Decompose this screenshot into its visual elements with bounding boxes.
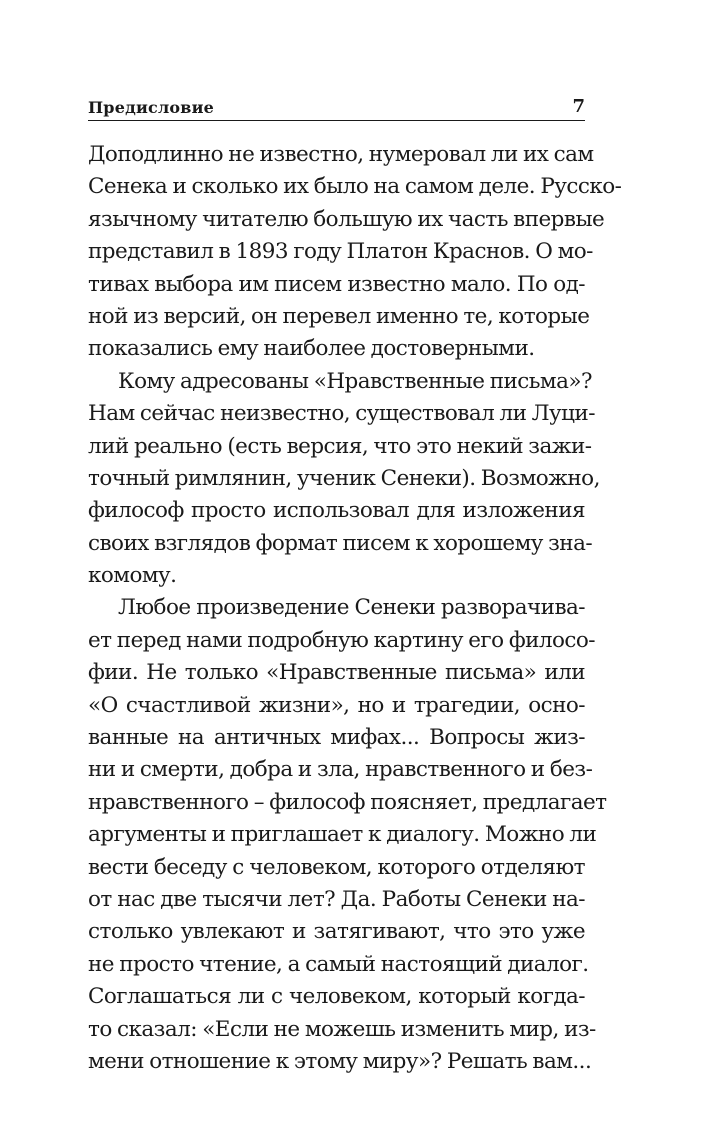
text-line: мени отношение к этому миру»? Решать вам... bbox=[88, 1048, 592, 1074]
section-title: Предисловие bbox=[88, 98, 215, 117]
text-line: лий реально (есть версия, что это некий зажи- bbox=[88, 433, 592, 459]
text-line: представил в 1893 году Платон Краснов. О мо- bbox=[88, 239, 593, 265]
text-line: нравственного – философ поясняет, предлагает bbox=[88, 789, 607, 815]
book-page bbox=[88, 92, 622, 1092]
text-line: точный римлянин, ученик Сенеки). Возможно, bbox=[88, 465, 600, 491]
text-line: столько увлекают и затягивают, что это уже bbox=[88, 919, 585, 945]
text-line: фии. Не только «Нравственные письма» или bbox=[88, 660, 585, 686]
text-line: Любое произведение Сенеки разворачива- bbox=[118, 595, 585, 621]
text-line: язычному читателю большую их часть впервые bbox=[88, 206, 605, 232]
text-line: ни и смерти, добра и зла, нравственного и без- bbox=[88, 757, 593, 783]
text-line: Сенека и сколько их было на самом деле. Русско- bbox=[88, 174, 622, 200]
text-line: «О счастливой жизни», но и трагедии, осно- bbox=[88, 692, 585, 718]
text-line: ванные на античных мифах... Вопросы жиз- bbox=[88, 725, 585, 751]
text-line: от нас две тысячи лет? Да. Работы Сенеки на- bbox=[88, 886, 585, 912]
text-line: своих взглядов формат писем к хорошему зна- bbox=[88, 530, 593, 556]
text-line: то сказал: «Если не можешь изменить мир, из- bbox=[88, 1016, 596, 1042]
text-line: тивах выбора им писем известно мало. По од- bbox=[88, 271, 585, 297]
paragraph bbox=[88, 592, 607, 1078]
text-line: вести беседу с человеком, которого отделяют bbox=[88, 854, 585, 880]
text-line: философ просто использовал для изложения bbox=[88, 498, 585, 524]
page-number: 7 bbox=[572, 96, 585, 117]
text-line: ет перед нами подробную картину его филосо- bbox=[88, 627, 595, 653]
text-line: не просто чтение, а самый настоящий диалог. bbox=[88, 951, 589, 977]
text-line: Кому адресованы «Нравственные письма»? bbox=[118, 368, 592, 394]
text-line: Нам сейчас неизвестно, существовал ли Луци- bbox=[88, 401, 595, 427]
text-line: ной из версий, он перевел именно те, которые bbox=[88, 303, 590, 329]
text-line: показались ему наиболее достоверными. bbox=[88, 336, 535, 362]
text-line: Доподлинно не известно, нумеровал ли их сам bbox=[88, 142, 594, 167]
text-line: Соглашаться ли с человеком, который когда- bbox=[88, 984, 585, 1010]
text-line: аргументы и приглашает к диалогу. Можно ли bbox=[88, 822, 597, 848]
text-line: комому. bbox=[88, 563, 177, 589]
body-text bbox=[88, 139, 622, 1078]
running-header bbox=[88, 92, 585, 121]
paragraph bbox=[88, 139, 622, 366]
paragraph bbox=[88, 366, 600, 593]
